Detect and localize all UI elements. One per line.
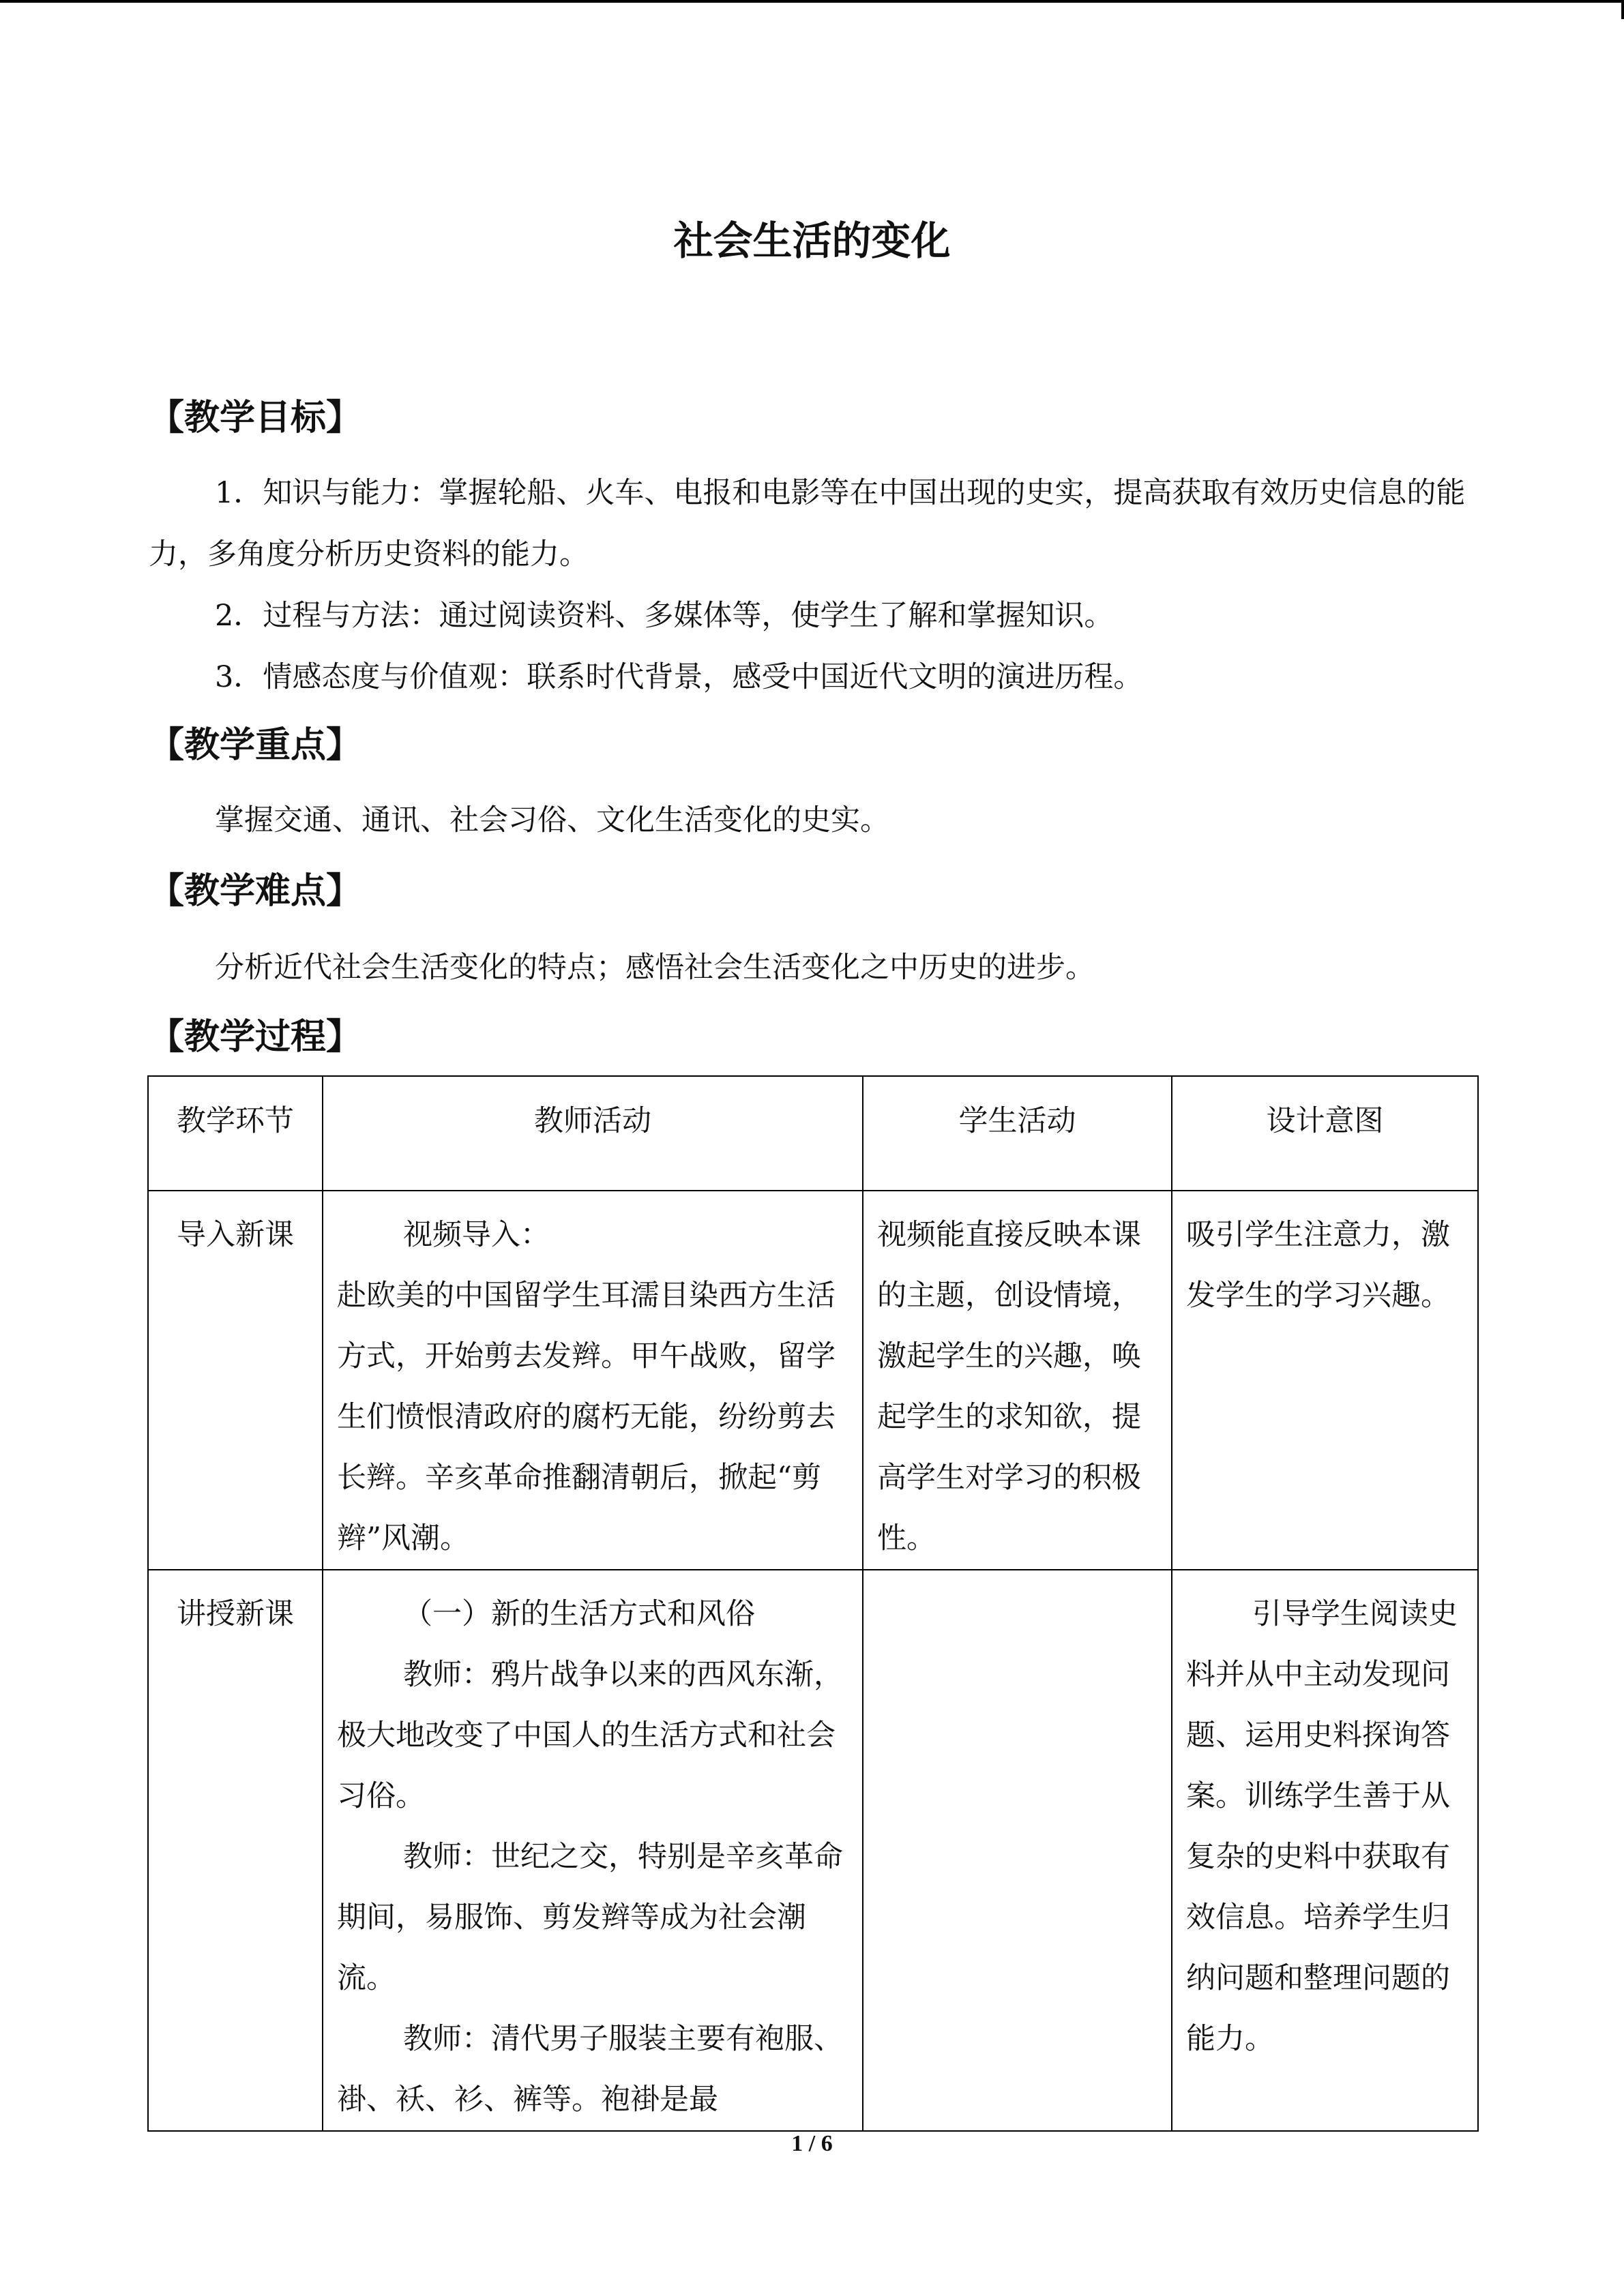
teacher-text: 教师：鸦片战争以来的西风东渐，极大地改变了中国人的生活方式和社会习俗。 (337, 1658, 843, 1813)
table-row (148, 1570, 1478, 2131)
stage-cell: 讲授新课 (148, 1570, 323, 2131)
document-title: 社会生活的变化 (673, 218, 951, 264)
intent-cell: 吸引学生注意力，激发学生的学习兴趣。 (1172, 1191, 1478, 1570)
teacher-text: 教师：世纪之交，特别是辛亥革命期间，易服饰、剪发辫等成为社会潮流。 (337, 1840, 843, 1995)
teacher-text: 视频导入： (403, 1218, 550, 1252)
intent-text: 引导学生阅读史料并从中主动发现问题、运用史料探询答案。训练学生善于从复杂的史料中获取有效信息。培养学生归纳问题和整理问题的能力。 (1186, 1597, 1458, 2056)
student-cell (863, 1570, 1172, 2131)
header-stage: 教学环节 (148, 1076, 323, 1191)
objective-3: 3．情感态度与价值观：联系时代背景，感受中国近代文明的演进历程。 (215, 660, 1143, 694)
top-border (0, 0, 1624, 3)
teacher-cell (323, 1570, 863, 2131)
teacher-text: （一）新的生活方式和风俗 (403, 1597, 755, 1631)
teacher-text: 教师：清代男子服装主要有袍服、褂、袄、衫、裤等。袍褂是最 (337, 2022, 843, 2117)
table-header-row (148, 1076, 1478, 1191)
lesson-table (147, 1075, 1479, 2132)
stage-cell: 导入新课 (148, 1191, 323, 1570)
page-number: 1 / 6 (791, 2131, 833, 2156)
corner-border (1621, 0, 1624, 19)
teacher-text: 赴欧美的中国留学生耳濡目染西方生活方式，开始剪去发辫。甲午战败，留学生们愤恨清政府的腐朽无能，纷纷剪去长辫。辛亥革命推翻清朝后，掀起“剪辫”风潮。 (337, 1279, 836, 1555)
process-heading: 【教学过程】 (149, 1017, 362, 1058)
objectives-heading: 【教学目标】 (149, 398, 362, 438)
teacher-cell (323, 1191, 863, 1570)
objective-2: 2．过程与方法：通过阅读资料、多媒体等，使学生了解和掌握知识。 (215, 599, 1114, 633)
header-intent: 设计意图 (1172, 1076, 1478, 1191)
key-points-text: 掌握交通、通讯、社会习俗、文化生活变化的史实。 (215, 803, 889, 837)
table-row (148, 1191, 1478, 1570)
student-cell: 视频能直接反映本课的主题，创设情境，激起学生的兴趣，唤起学生的求知欲，提高学生对学习的积极性。 (863, 1191, 1172, 1570)
header-teacher: 教师活动 (323, 1076, 863, 1191)
objective-1: 1．知识与能力：掌握轮船、火车、电报和电影等在中国出现的史实，提高获取有效历史信息的能力，多角度分析历史资料的能力。 (149, 476, 1466, 571)
intent-cell (1172, 1570, 1478, 2131)
difficulties-heading: 【教学难点】 (149, 871, 362, 912)
key-points-heading: 【教学重点】 (149, 725, 362, 766)
difficulties-text: 分析近代社会生活变化的特点；感悟社会生活变化之中历史的进步。 (215, 951, 1095, 985)
header-student: 学生活动 (863, 1076, 1172, 1191)
